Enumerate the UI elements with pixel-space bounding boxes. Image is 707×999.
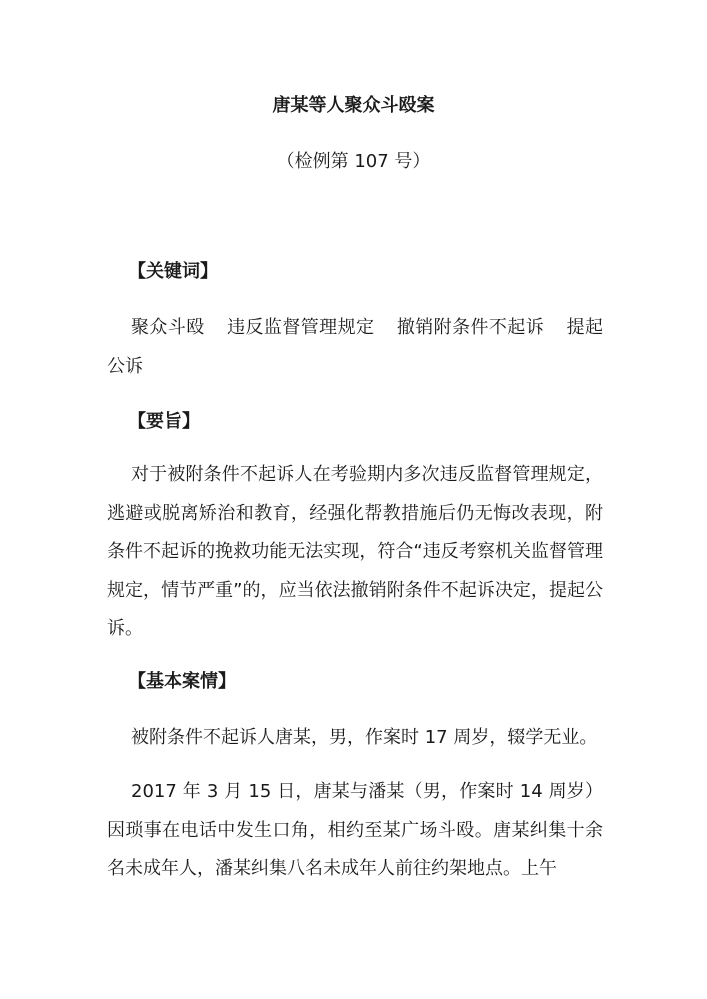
gist-heading: 【要旨】 — [128, 411, 200, 432]
keyword: 撤销附条件不起诉 — [396, 317, 545, 338]
keyword: 违反监督管理规定 — [226, 317, 375, 338]
keywords-heading: 【关键词】 — [128, 261, 218, 282]
gist-paragraph: 对于被附条件不起诉人在考验期内多次违反监督管理规定，逃避或脱离矫治和教育，经强化帮教措施后仍无悔改表现，附条件不起诉的挽救功能无法实现，符合“违反考察机关监督管理规定，情节严重”的，应当依法撤销附条件不起诉决定，提起公诉。 — [107, 464, 603, 639]
keyword: 聚众斗殴 — [131, 317, 205, 338]
facts-paragraph-1: 被附条件不起诉人唐某，男，作案时 17 周岁，辍学无业。 — [131, 727, 598, 748]
keywords-paragraph — [107, 309, 603, 386]
facts-paragraph-2: 2017 年 3 月 15 日，唐某与潘某（男，作案时 14 周岁）因琐事在电话中发生口角，相约至某广场斗殴。唐某纠集十余名未成年人，潘某纠集八名未成年人前往约架地点。上午 — [107, 781, 603, 879]
keyword: 提起公诉 — [107, 317, 604, 377]
document-subtitle: （检例第 107 号） — [276, 151, 431, 172]
document-title: 唐某等人聚众斗殴案 — [272, 95, 435, 116]
facts-heading: 【基本案情】 — [128, 671, 236, 692]
